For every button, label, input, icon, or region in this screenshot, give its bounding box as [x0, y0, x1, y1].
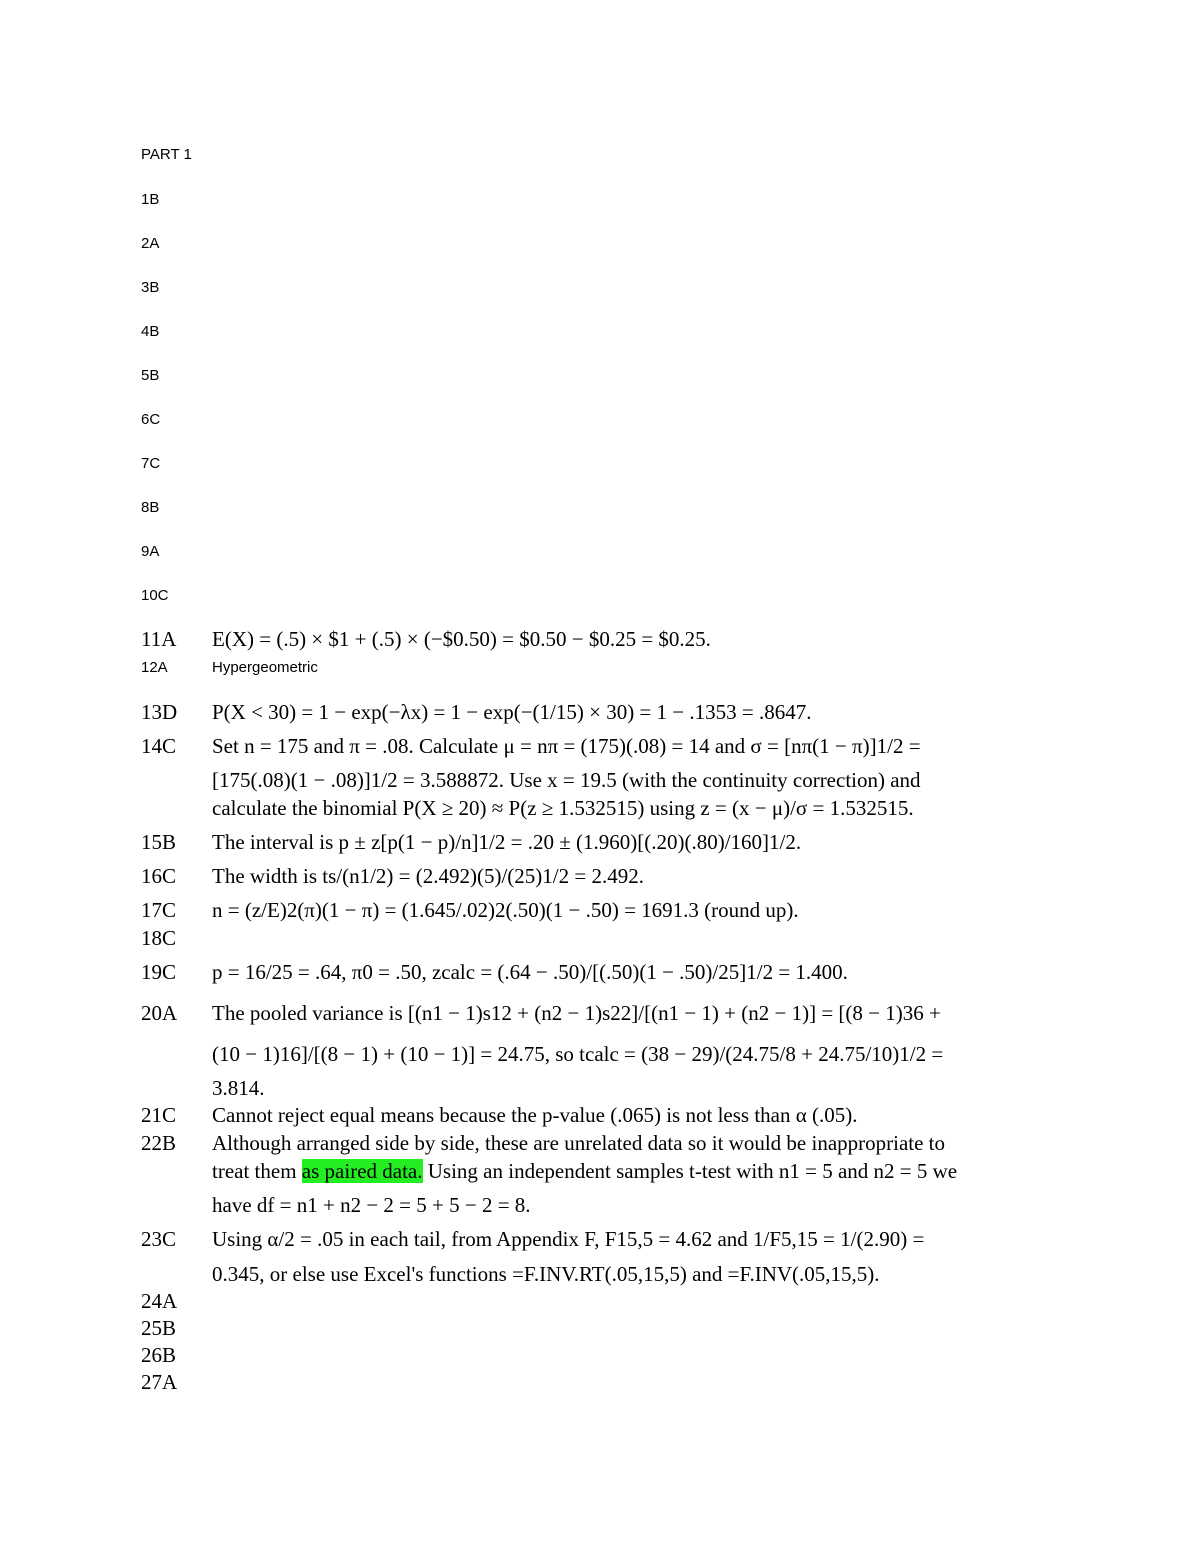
- answer-7: 7C: [141, 455, 161, 472]
- answer-1: 1B: [141, 191, 160, 208]
- answer-20-number: 20A: [141, 1001, 178, 1025]
- answer-4: 4B: [141, 323, 160, 340]
- answer-11-number: 11A: [141, 627, 177, 651]
- answer-23-number: 23C: [141, 1227, 177, 1251]
- answer-12-text: Hypergeometric: [212, 659, 318, 676]
- answer-23-line-2: 0.345, or else use Excel's functions =F.INV.RT(.05,15,5) and =F.INV(.05,15,5).: [212, 1262, 880, 1286]
- answer-19-number: 19C: [141, 960, 177, 984]
- answer-22-line-2: [212, 1159, 957, 1184]
- answer-22-number: 22B: [141, 1131, 177, 1155]
- answer-21-number: 21C: [141, 1103, 177, 1127]
- answer-19-text: p = 16/25 = .64, π0 = .50, zcalc = (.64 − .50)/[(.50)(1 − .50)/25]1/2 = 1.400.: [212, 960, 848, 984]
- answer-26: 26B: [141, 1343, 177, 1367]
- answer-24: 24A: [141, 1289, 178, 1313]
- answer-20-line-2: (10 − 1)16]/[(8 − 1) + (10 − 1)] = 24.75, so tcalc = (38 − 29)/(24.75/8 + 24.75/10)1/2 =: [212, 1042, 944, 1066]
- answer-13-text: P(X < 30) = 1 − exp(−λx) = 1 − exp(−(1/15) × 30) = 1 − .1353 = .8647.: [212, 700, 812, 724]
- answer-16-number: 16C: [141, 864, 177, 888]
- answer-22-line-2-text: treat them as paired data. Using an independent samples t-test with n1 = 5 and n2 = 5 we: [212, 1159, 958, 1183]
- answer-8: 8B: [141, 499, 160, 516]
- answer-11-text: E(X) = (.5) × $1 + (.5) × (−$0.50) = $0.50 − $0.25 = $0.25.: [212, 627, 711, 651]
- answer-21-text: Cannot reject equal means because the p-value (.065) is not less than α (.05).: [212, 1103, 858, 1127]
- answer-20-line-1: The pooled variance is [(n1 − 1)s12 + (n2 − 1)s22]/[(n1 − 1) + (n2 − 1)] = [(8 − 1)36 +: [212, 1001, 941, 1025]
- answer-23-line-1: Using α/2 = .05 in each tail, from Appendix F, F15,5 = 4.62 and 1/F5,15 = 1/(2.90) =: [212, 1227, 925, 1251]
- highlighted-phrase: as paired data.: [301, 1159, 423, 1183]
- answer-18-number: 18C: [141, 926, 177, 950]
- answer-17-number: 17C: [141, 898, 177, 922]
- answer-15-text: The interval is p ± z[p(1 − p)/n]1/2 = .20 ± (1.960)[(.20)(.80)/160]1/2.: [212, 830, 802, 854]
- answer-22-line-1: Although arranged side by side, these are unrelated data so it would be inappropriate to: [212, 1131, 946, 1155]
- answer-14-line-2: [175(.08)(1 − .08)]1/2 = 3.588872. Use x = 19.5 (with the continuity correction) and: [212, 768, 921, 792]
- answer-17-text: n = (z/E)2(π)(1 − π) = (1.645/.02)2(.50)(1 − .50) = 1691.3 (round up).: [212, 898, 799, 922]
- answer-10: 10C: [141, 587, 169, 604]
- answer-6: 6C: [141, 411, 161, 428]
- answer-20-line-3: 3.814.: [212, 1076, 265, 1100]
- answer-16-text: The width is ts/(n1/2) = (2.492)(5)/(25)1/2 = 2.492.: [212, 864, 644, 888]
- answer-25: 25B: [141, 1316, 177, 1340]
- answer-27: 27A: [141, 1370, 178, 1394]
- answer-14-number: 14C: [141, 734, 177, 758]
- answer-14-line-1: Set n = 175 and π = .08. Calculate μ = nπ = (175)(.08) = 14 and σ = [nπ(1 − π)]1/2 =: [212, 734, 921, 758]
- answer-3: 3B: [141, 279, 160, 296]
- part-title: PART 1: [141, 146, 192, 163]
- answer-22-line-3: have df = n1 + n2 − 2 = 5 + 5 − 2 = 8.: [212, 1193, 531, 1217]
- answer-2: 2A: [141, 235, 160, 252]
- answer-9: 9A: [141, 543, 160, 560]
- answer-12-number: 12A: [141, 659, 168, 676]
- answer-13-number: 13D: [141, 700, 178, 724]
- answer-5: 5B: [141, 367, 160, 384]
- answer-14-line-3: calculate the binomial P(X ≥ 20) ≈ P(z ≥ 1.532515) using z = (x − μ)/σ = 1.532515.: [212, 796, 914, 820]
- answer-15-number: 15B: [141, 830, 177, 854]
